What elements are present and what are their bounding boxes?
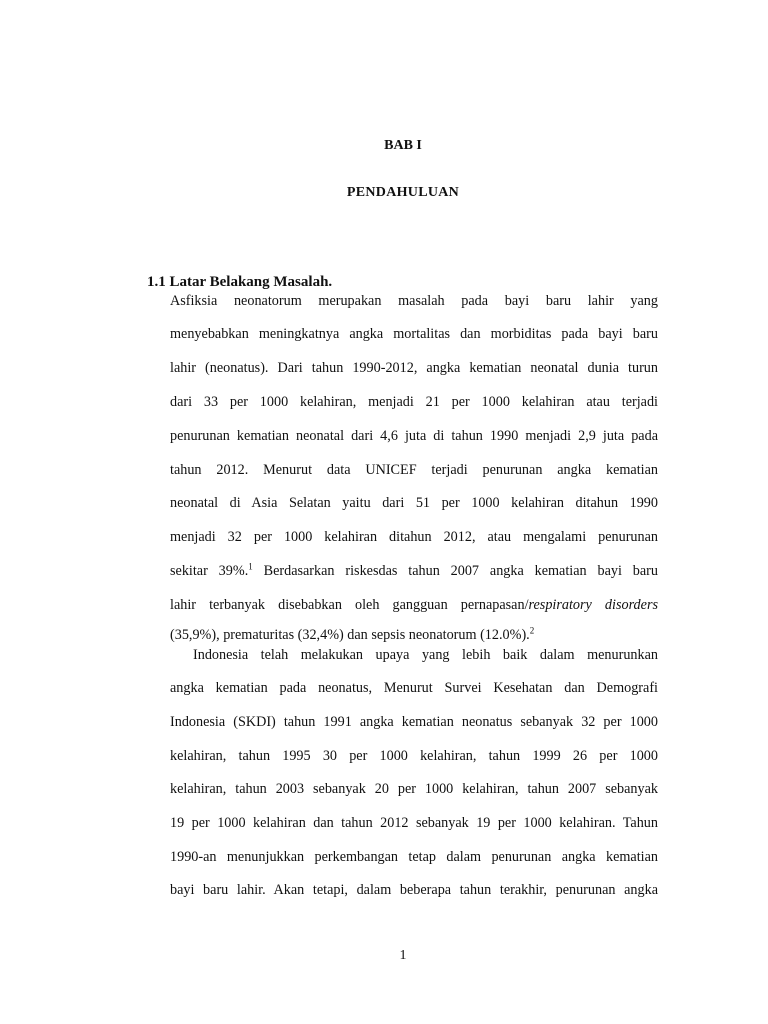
paragraph-line: [170, 596, 658, 614]
paragraph-line: kelahiran, tahun 2003 sebanyak 20 per 1000 kelahiran, tahun 2007 sebanyak: [170, 781, 658, 797]
paragraph-line: 1990-an menunjukkan perkembangan tetap dalam penurunan angka kematian: [170, 849, 658, 865]
paragraph-line: 19 per 1000 kelahiran dan tahun 2012 sebanyak 19 per 1000 kelahiran. Tahun: [170, 815, 658, 831]
line-text: lahir terbanyak disebabkan oleh gangguan pernapasan/: [170, 597, 529, 613]
paragraph-line: angka kematian pada neonatus, Menurut Survei Kesehatan dan Demografi: [170, 680, 658, 696]
paragraph-line: lahir (neonatus). Dari tahun 1990-2012, angka kematian neonatal dunia turun: [170, 360, 658, 376]
paragraph-line: menjadi 32 per 1000 kelahiran ditahun 2012, atau mengalami penurunan: [170, 529, 658, 545]
paragraph-line: [170, 562, 658, 580]
paragraph-line: [170, 626, 658, 644]
italic-term: respiratory disorders: [528, 597, 658, 613]
chapter-number: BAB I: [384, 138, 422, 153]
paragraph-line: tahun 2012. Menurut data UNICEF terjadi penurunan angka kematian: [170, 462, 658, 478]
chapter-title: PENDAHULUAN: [346, 185, 460, 200]
paragraph-line: kelahiran, tahun 1995 30 per 1000 kelahiran, tahun 1999 26 per 1000: [170, 748, 658, 764]
footnote-ref: 1: [248, 561, 253, 572]
paragraph-line: bayi baru lahir. Akan tetapi, dalam beberapa tahun terakhir, penurunan angka: [170, 882, 658, 898]
line-text: (35,9%), prematuritas (32,4%) dan sepsis neonatorum (12.0%).: [170, 627, 530, 643]
paragraph-line: Asfiksia neonatorum merupakan masalah pada bayi baru lahir yang: [170, 293, 658, 309]
paragraph-line: penurunan kematian neonatal dari 4,6 juta di tahun 1990 menjadi 2,9 juta pada: [170, 428, 658, 444]
paragraph-line: Indonesia telah melakukan upaya yang lebih baik dalam menurunkan: [193, 647, 658, 663]
paragraph-line: dari 33 per 1000 kelahiran, menjadi 21 per 1000 kelahiran atau terjadi: [170, 394, 658, 410]
paragraph-line: Indonesia (SKDI) tahun 1991 angka kematian neonatus sebanyak 32 per 1000: [170, 714, 658, 730]
paragraph-line: neonatal di Asia Selatan yaitu dari 51 per 1000 kelahiran ditahun 1990: [170, 495, 658, 511]
line-text: sekitar 39%.: [170, 563, 249, 579]
section-heading: 1.1 Latar Belakang Masalah.: [147, 274, 333, 290]
footnote-ref: 2: [529, 625, 535, 636]
page-number: 1: [399, 948, 407, 963]
line-text: Berdasarkan riskesdas tahun 2007 angka kematian bayi baru: [252, 563, 658, 579]
paragraph-line: menyebabkan meningkatnya angka mortalitas dan morbiditas pada bayi baru: [170, 326, 658, 342]
